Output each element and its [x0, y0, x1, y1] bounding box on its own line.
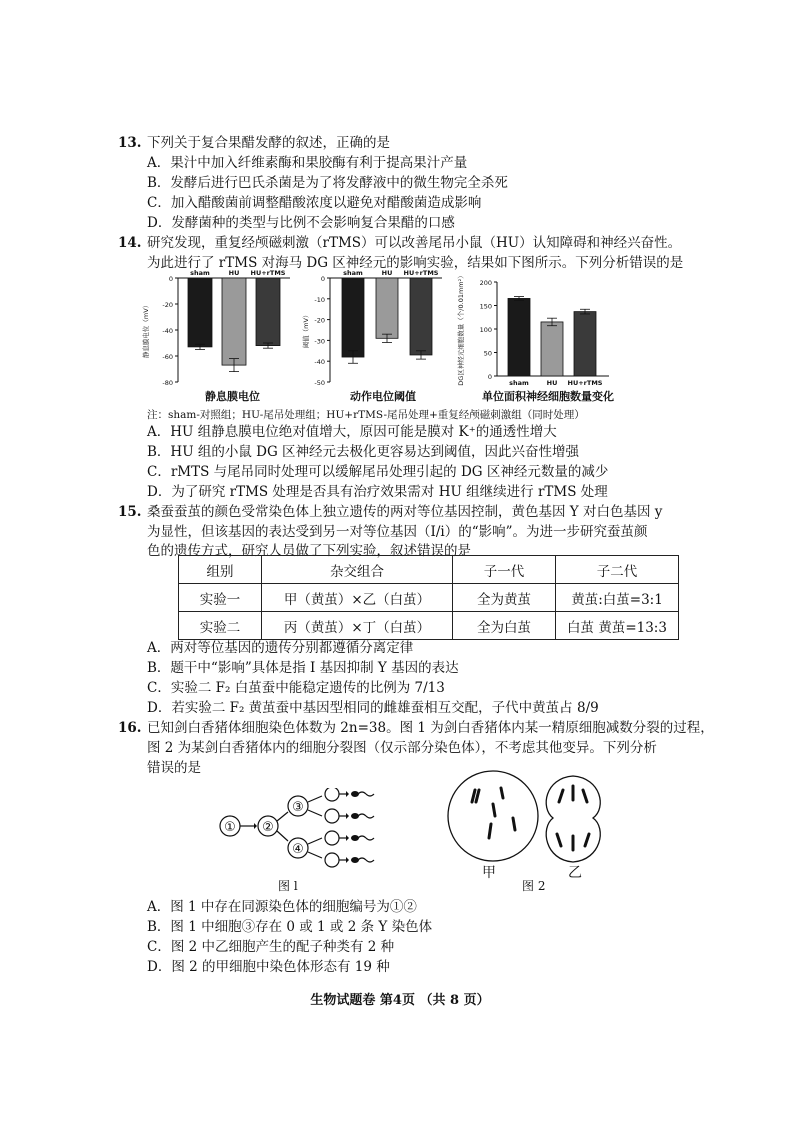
- sperm-head: [351, 813, 359, 819]
- chromosome: [489, 824, 491, 838]
- y-axis-label: DG区神经元细胞数量（个/0.01mm²）: [457, 272, 465, 386]
- table-header-cell: 子二代: [556, 556, 679, 584]
- y-tick-label: 0: [168, 275, 173, 283]
- chromosome: [557, 834, 561, 846]
- bar-HU+rTMS: [574, 312, 596, 376]
- chromosome: [513, 818, 515, 830]
- q14-number: 14.: [118, 235, 142, 251]
- q15-stem-line3: 色的遗传方式，研究人员做了下列实验，叙述错误的是: [147, 543, 471, 559]
- table-cell: 全为白茧: [453, 612, 556, 640]
- y-axis-label: 阈值（mV）: [302, 311, 310, 349]
- cell-jia: [448, 771, 538, 861]
- y-tick-label: -20: [314, 316, 325, 325]
- y-tick-label: -80: [162, 379, 173, 386]
- spermatid: [325, 788, 339, 801]
- q15-stem-line2: 为显性，但该基因的表达受到另一对等位基因（I/i）的“影响”。为进一步研究蚕茧颜: [147, 524, 648, 540]
- chromosome: [583, 790, 587, 802]
- q15-option-c: C．实验二 F₂ 白茧蚕中能稳定遗传的比例为 7/13: [147, 680, 445, 696]
- cell-3-label: ③: [292, 800, 304, 815]
- y-tick-label: 100: [479, 326, 492, 334]
- spermatid: [325, 831, 339, 845]
- arrow: [277, 831, 288, 841]
- spermatid: [325, 809, 339, 823]
- q14-option-a: A．HU 组静息膜电位绝对值增大，原因可能是膜对 K⁺的通透性增大: [147, 424, 557, 440]
- arrow: [308, 852, 322, 858]
- category-label: HU+rTMS: [403, 269, 439, 277]
- category-label: sham: [190, 269, 210, 277]
- q15-option-d: D．若实验二 F₂ 黄茧蚕中基因型相同的雌雄蚕相互交配，子代中黄茧占 8/9: [147, 700, 599, 716]
- q14-stem-line1: 研究发现，重复经颅磁刺激（rTMS）可以改善尾吊小鼠（HU）认知障碍和神经兴奋性。: [147, 235, 682, 251]
- sperm-head: [351, 857, 359, 863]
- table-header-cell: 组别: [179, 556, 262, 584]
- figure2-caption: 图 2: [522, 879, 546, 893]
- q13-option-d: D．发酵菌种的类型与比例不会影响复合果醋的口感: [147, 215, 455, 231]
- sperm-tail: [358, 836, 374, 840]
- q15-number: 15.: [118, 504, 142, 520]
- q14-option-b: B．HU 组的小鼠 DG 区神经元去极化更容易达到阈值，因此兴奋性增强: [147, 444, 580, 460]
- category-label: sham: [343, 269, 363, 277]
- bar-HU: [541, 322, 563, 376]
- chromosome: [472, 790, 475, 802]
- y-tick-label: -40: [162, 327, 173, 335]
- chart3-title: 单位面积神经细胞数量变化: [482, 390, 614, 403]
- q16-option-a: A．图 1 中存在同源染色体的细胞编号为①②: [147, 899, 417, 915]
- q14-option-d: D．为了研究 rTMS 处理是否具有治疗效果需对 HU 组继续进行 rTMS 处理: [147, 484, 608, 500]
- category-label: HU+rTMS: [567, 379, 603, 387]
- chromosome: [493, 804, 495, 816]
- page-footer: 生物试题卷 第4页 （共 8 页）: [310, 993, 490, 1008]
- arrow: [308, 810, 322, 816]
- chart2-title: 动作电位阈值: [350, 390, 416, 403]
- chart-neuron-count: [455, 268, 615, 390]
- cross-table: [178, 555, 679, 640]
- q15-option-b: B．题干中“影响”具体是指 I 基因抑制 Y 基因的表达: [147, 660, 459, 676]
- table-header-row: [179, 556, 679, 584]
- table-row: [179, 584, 679, 612]
- bar-sham: [508, 298, 530, 376]
- chart-resting-potential: [140, 268, 295, 386]
- arrow: [308, 796, 322, 802]
- chromosome: [476, 790, 479, 802]
- y-tick-label: 0: [320, 275, 325, 283]
- bar-HU: [376, 278, 398, 338]
- sperm-head: [351, 835, 359, 841]
- y-tick-label: 50: [483, 349, 492, 358]
- q13-stem: 下列关于复合果醋发酵的叙述，正确的是: [147, 135, 390, 151]
- y-tick-label: -20: [162, 301, 173, 309]
- bar-HU+rTMS: [410, 278, 432, 355]
- table-cell: 丙（黄茧）×丁（白茧）: [262, 612, 453, 640]
- q16-stem-line2: 图 2 为某剑白香猪体内的细胞分裂图（仅示部分染色体），不考虑其他变异。下列分析: [147, 740, 657, 756]
- sperm-tail: [358, 792, 374, 796]
- q13-number: 13.: [118, 135, 142, 151]
- q16-option-b: B．图 1 中细胞③存在 0 或 1 或 2 条 Y 染色体: [147, 919, 433, 935]
- cell-1-label: ①: [224, 820, 236, 835]
- table-cell: 甲（黄茧）×乙（白茧）: [262, 584, 453, 612]
- q16-option-c: C．图 2 中乙细胞产生的配子种类有 2 种: [147, 939, 395, 955]
- y-tick-label: -30: [314, 337, 325, 346]
- y-tick-label: -40: [314, 358, 325, 367]
- table-cell: 实验二: [179, 612, 262, 640]
- category-label: HU: [228, 269, 240, 277]
- bar-sham: [342, 278, 364, 357]
- sperm-tail: [358, 858, 374, 862]
- cell-jia-label: 甲: [482, 865, 496, 881]
- y-axis-label: 静息膜电位（mV）: [142, 301, 150, 359]
- q13-option-a: A．果汁中加入纤维素酶和果胶酶有利于提高果汁产量: [147, 155, 468, 171]
- table-cell: 白茧 黄茧=13:3: [556, 612, 679, 640]
- q13-option-b: B．发酵后进行巴氏杀菌是为了将发酵液中的微生物完全杀死: [147, 175, 508, 191]
- arrow: [277, 812, 288, 821]
- table-header-cell: 子一代: [453, 556, 556, 584]
- chromosome: [585, 834, 589, 846]
- table-row: [179, 612, 679, 640]
- table-cell: 全为黄茧: [453, 584, 556, 612]
- chart-action-threshold: [300, 268, 450, 386]
- sperm-head: [351, 791, 359, 797]
- y-tick-label: -10: [314, 295, 325, 304]
- y-tick-label: 200: [479, 279, 492, 287]
- q16-option-d: D．图 2 的甲细胞中染色体形态有 19 种: [147, 959, 390, 975]
- chromosome: [501, 788, 503, 798]
- table-cell: 实验一: [179, 584, 262, 612]
- bar-sham: [188, 278, 212, 347]
- q16-stem-line3: 错误的是: [147, 760, 201, 776]
- q16-number: 16.: [118, 720, 142, 736]
- cell-4-label: ④: [292, 842, 304, 857]
- category-label: sham: [509, 379, 529, 387]
- chromosome: [559, 790, 563, 802]
- q15-stem-line1: 桑蚕蚕茧的颜色受常染色体上独立遗传的两对等位基因控制，黄色基因 Y 对白色基因 y: [147, 504, 663, 520]
- q15-option-a: A．两对等位基因的遗传分别都遵循分离定律: [147, 640, 414, 656]
- arrow: [308, 838, 322, 844]
- q13-option-c: C．加入醋酸菌前调整醋酸浓度以避免对醋酸菌造成影响: [147, 195, 482, 211]
- y-tick-label: 150: [479, 302, 492, 311]
- y-tick-label: 0: [487, 373, 492, 381]
- table-header-cell: 杂交组合: [262, 556, 453, 584]
- y-tick-label: -50: [314, 379, 325, 386]
- bar-HU: [222, 278, 246, 365]
- q14-option-c: C．rMTS 与尾吊同时处理可以缓解尾吊处理引起的 DG 区神经元数量的减少: [147, 464, 609, 480]
- figure2-cell-division: [445, 768, 615, 878]
- figure1-caption: 图 l: [278, 879, 298, 893]
- category-label: HU: [381, 269, 393, 277]
- q16-stem-line1: 已知剑白香猪体细胞染色体数为 2n=38。图 1 为剑白香猪体内某一精原细胞减数分裂的过程，: [147, 720, 714, 736]
- chart1-title: 静息膜电位: [205, 390, 260, 403]
- table-cell: 黄茧:白茧=3:1: [556, 584, 679, 612]
- bar-HU+rTMS: [256, 278, 280, 346]
- spermatid: [325, 853, 339, 867]
- q14-note: 注：sham-对照组；HU-尾吊处理组；HU+rTMS-尾吊处理+重复经颅磁刺激组（同时处理）: [147, 409, 585, 421]
- sperm-tail: [358, 814, 374, 818]
- category-label: HU: [546, 379, 558, 387]
- cell-yi-label: 乙: [568, 865, 582, 881]
- q14-stem-line2: 为此进行了 rTMS 对海马 DG 区神经元的影响实验，结果如下图所示。下列分析错误的是: [147, 255, 684, 271]
- category-label: HU+rTMS: [250, 269, 286, 277]
- cell-2-label: ②: [262, 820, 274, 835]
- y-tick-label: -60: [162, 353, 173, 361]
